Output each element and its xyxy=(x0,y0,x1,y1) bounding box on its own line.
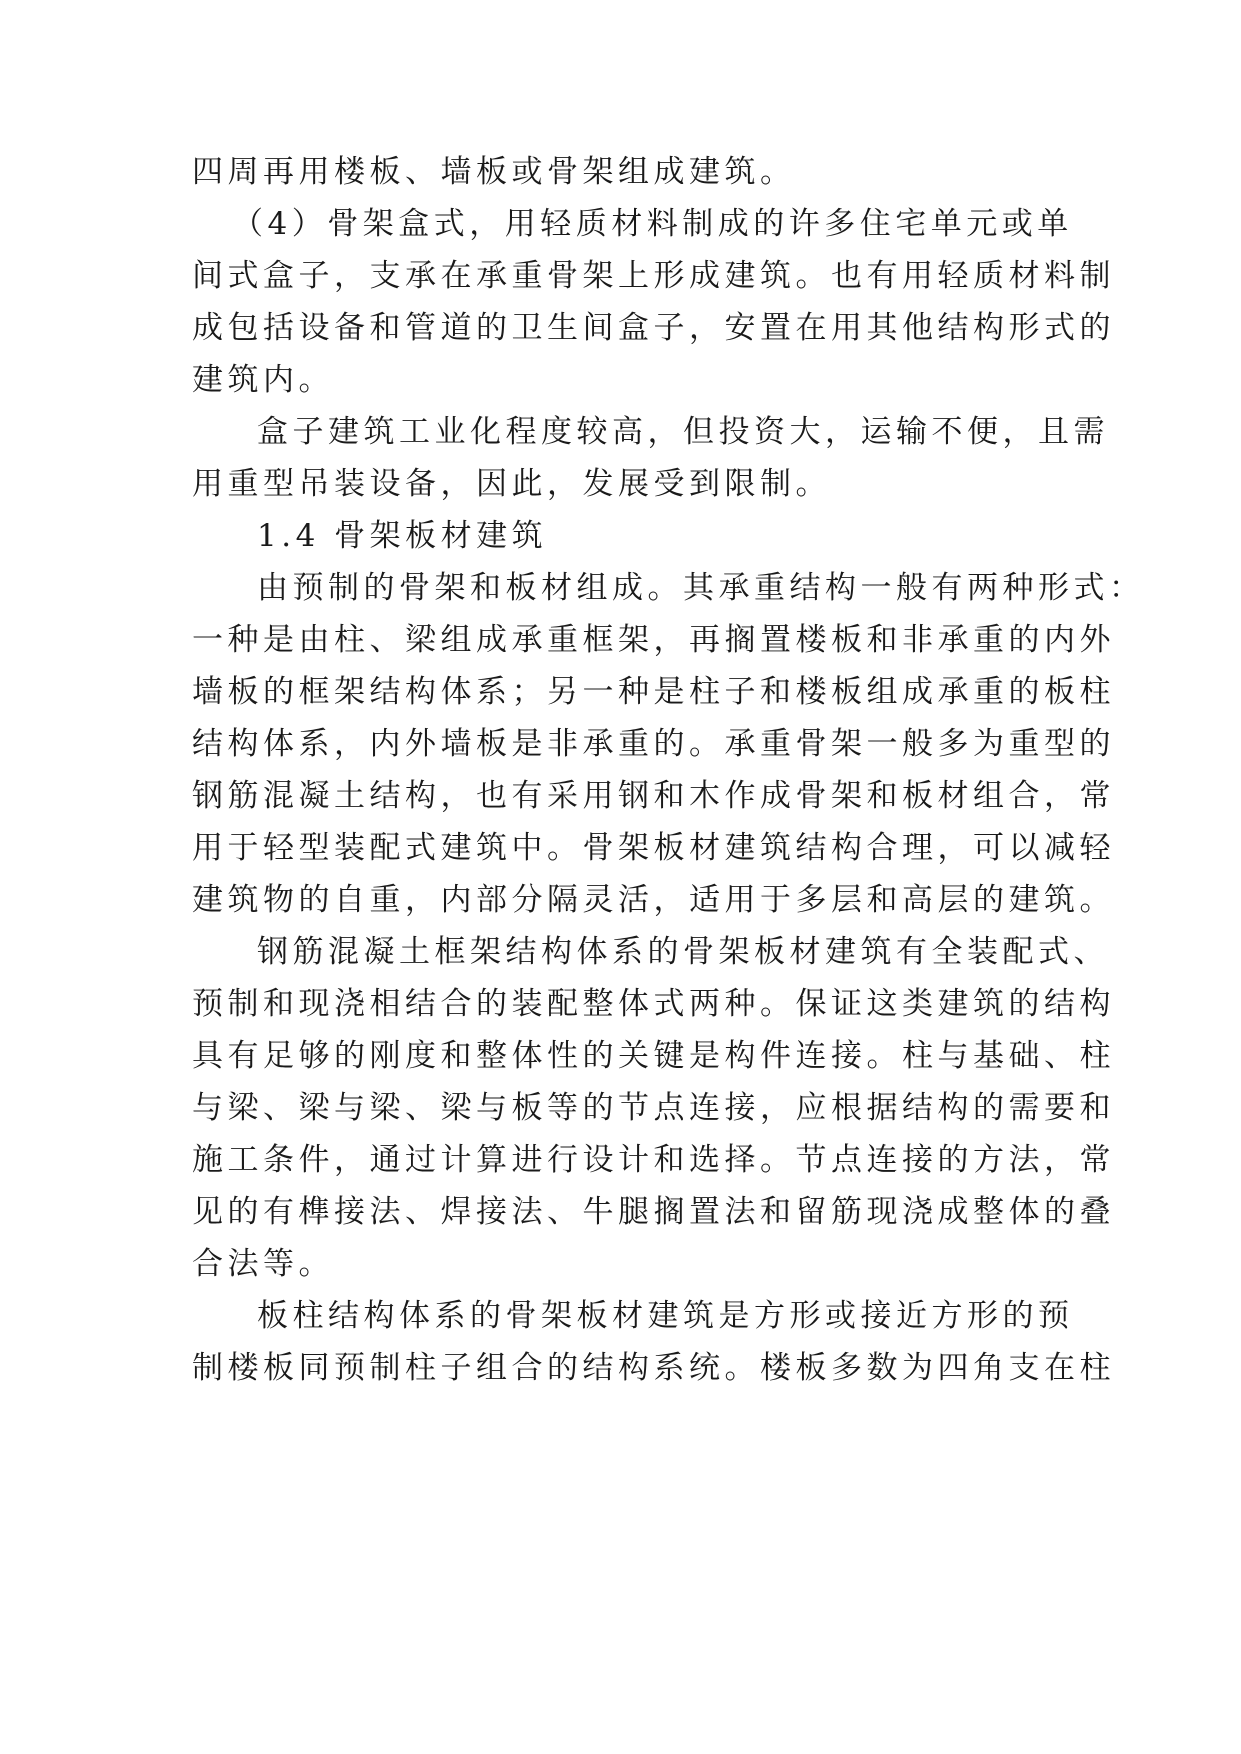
text-line: 间式盒子，支承在承重骨架上形成建筑。也有用轻质材料制 xyxy=(192,258,1115,294)
text-line: 建筑内。 xyxy=(192,362,334,398)
text-line: 施工条件，通过计算进行设计和选择。节点连接的方法，常 xyxy=(192,1142,1115,1178)
text-line: 由预制的骨架和板材组成。其承重结构一般有两种形式： xyxy=(257,570,1145,606)
text-line: （4）骨架盒式，用轻质材料制成的许多住宅单元或单 xyxy=(232,206,1073,242)
section-heading: 1.4 骨架板材建筑 xyxy=(257,518,548,554)
text-line: 具有足够的刚度和整体性的关键是构件连接。柱与基础、柱 xyxy=(192,1038,1115,1074)
text-line: 用重型吊装设备，因此，发展受到限制。 xyxy=(192,466,831,502)
text-line: 钢筋混凝土框架结构体系的骨架板材建筑有全装配式、 xyxy=(257,934,1109,970)
text-line: 预制和现浇相结合的装配整体式两种。保证这类建筑的结构 xyxy=(192,986,1115,1022)
text-line: 板柱结构体系的骨架板材建筑是方形或接近方形的预 xyxy=(257,1298,1074,1334)
text-line: 建筑物的自重，内部分隔灵活，适用于多层和高层的建筑。 xyxy=(192,882,1115,918)
text-line: 合法等。 xyxy=(192,1246,334,1282)
text-line: 钢筋混凝土结构，也有采用钢和木作成骨架和板材组合，常 xyxy=(192,778,1115,814)
text-line: 四周再用楼板、墙板或骨架组成建筑。 xyxy=(192,154,796,190)
text-line: 一种是由柱、梁组成承重框架，再搁置楼板和非承重的内外 xyxy=(192,622,1115,658)
text-line: 结构体系，内外墙板是非承重的。承重骨架一般多为重型的 xyxy=(192,726,1115,762)
text-line: 成包括设备和管道的卫生间盒子，安置在用其他结构形式的 xyxy=(192,310,1115,346)
text-line: 与梁、梁与梁、梁与板等的节点连接，应根据结构的需要和 xyxy=(192,1090,1115,1126)
text-line: 墙板的框架结构体系；另一种是柱子和楼板组成承重的板柱 xyxy=(192,674,1115,710)
text-line: 盒子建筑工业化程度较高，但投资大，运输不便，且需 xyxy=(257,414,1109,450)
text-line: 制楼板同预制柱子组合的结构系统。楼板多数为四角支在柱 xyxy=(192,1350,1115,1386)
text-line: 用于轻型装配式建筑中。骨架板材建筑结构合理，可以减轻 xyxy=(192,830,1115,866)
text-line: 见的有榫接法、焊接法、牛腿搁置法和留筋现浇成整体的叠 xyxy=(192,1194,1115,1230)
